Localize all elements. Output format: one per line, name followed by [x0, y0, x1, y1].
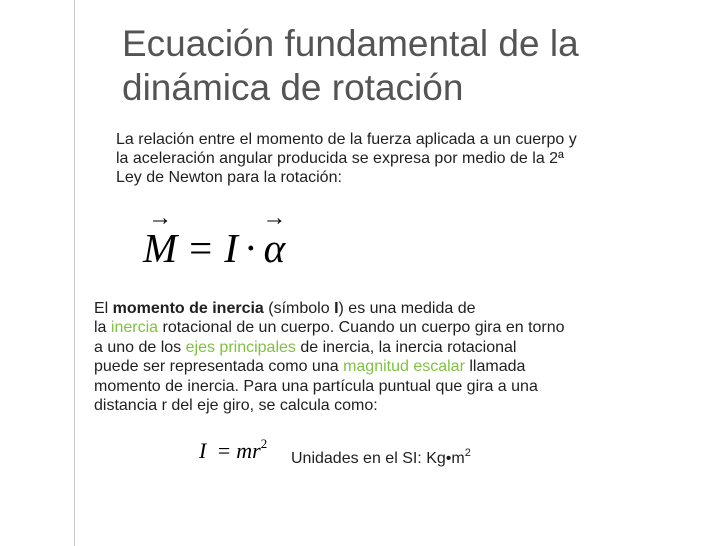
- text-run: llamada: [464, 358, 526, 376]
- intro-line-2: la aceleración angular producida se expresa por medio de la 2ª: [116, 150, 564, 167]
- bold-term-symbol: I: [334, 300, 339, 317]
- inertia-paragraph: [94, 299, 639, 415]
- inertia-symbol: I: [224, 225, 238, 271]
- text-run: de inercia, la inercia rotacional: [295, 338, 517, 356]
- paragraph-line-5: momento de inercia. Para una partícula puntual que gira a una: [94, 377, 538, 395]
- multiply-dot: ·: [243, 225, 258, 271]
- link-inercia[interactable]: inercia: [110, 319, 159, 337]
- text-run: ) es una medida de: [338, 300, 476, 317]
- units-exponent: 2: [464, 447, 471, 459]
- si-units-label: [291, 447, 471, 468]
- torque-symbol: M: [143, 225, 178, 271]
- slide-title: [122, 22, 682, 110]
- paragraph-line-1: [94, 299, 639, 318]
- equals-sign: =: [189, 225, 213, 271]
- bold-term-momento: momento de inercia: [112, 300, 264, 317]
- title-line-1: Ecuación fundamental de la: [122, 23, 579, 64]
- link-magnitud-escalar[interactable]: magnitud escalar: [343, 358, 465, 376]
- vector-arrow-icon: →: [148, 205, 173, 231]
- equals-sign: =: [217, 438, 231, 463]
- units-text: Unidades en el SI: Kg•m: [291, 450, 465, 467]
- text-run: rotacional de un cuerpo. Cuando un cuerpo gira en torno: [158, 319, 565, 337]
- text-run: la: [94, 319, 111, 337]
- paragraph-line-3: [94, 338, 639, 357]
- torque-vector: [143, 205, 178, 272]
- intro-line-3: Ley de Newton para la rotación:: [116, 169, 342, 186]
- paragraph-line-6: distancia r del eje giro, se calcula como:: [94, 397, 378, 415]
- paragraph-line-2: [94, 318, 639, 337]
- title-line-2: dinámica de rotación: [122, 67, 464, 108]
- text-run: a uno de los: [94, 338, 186, 356]
- angular-acceleration-vector: [262, 205, 287, 272]
- mass-radius-term: mr: [236, 438, 261, 463]
- intro-text: [116, 130, 676, 187]
- inertia-symbol: I: [199, 438, 207, 463]
- inertia-formula: [199, 436, 267, 464]
- left-divider-line: [74, 0, 75, 546]
- text-run: puede ser representada como una: [94, 358, 344, 376]
- alpha-symbol: α: [263, 225, 286, 271]
- rotation-equation: [143, 205, 287, 272]
- paragraph-line-4: [94, 357, 639, 376]
- intro-line-1: La relación entre el momento de la fuerza aplicada a un cuerpo y: [116, 131, 577, 148]
- link-ejes-principales[interactable]: ejes principales: [185, 338, 296, 356]
- text-run: El: [94, 300, 113, 317]
- text-run: (símbolo: [263, 300, 335, 317]
- exponent: 2: [260, 436, 268, 451]
- vector-arrow-icon: →: [262, 205, 287, 231]
